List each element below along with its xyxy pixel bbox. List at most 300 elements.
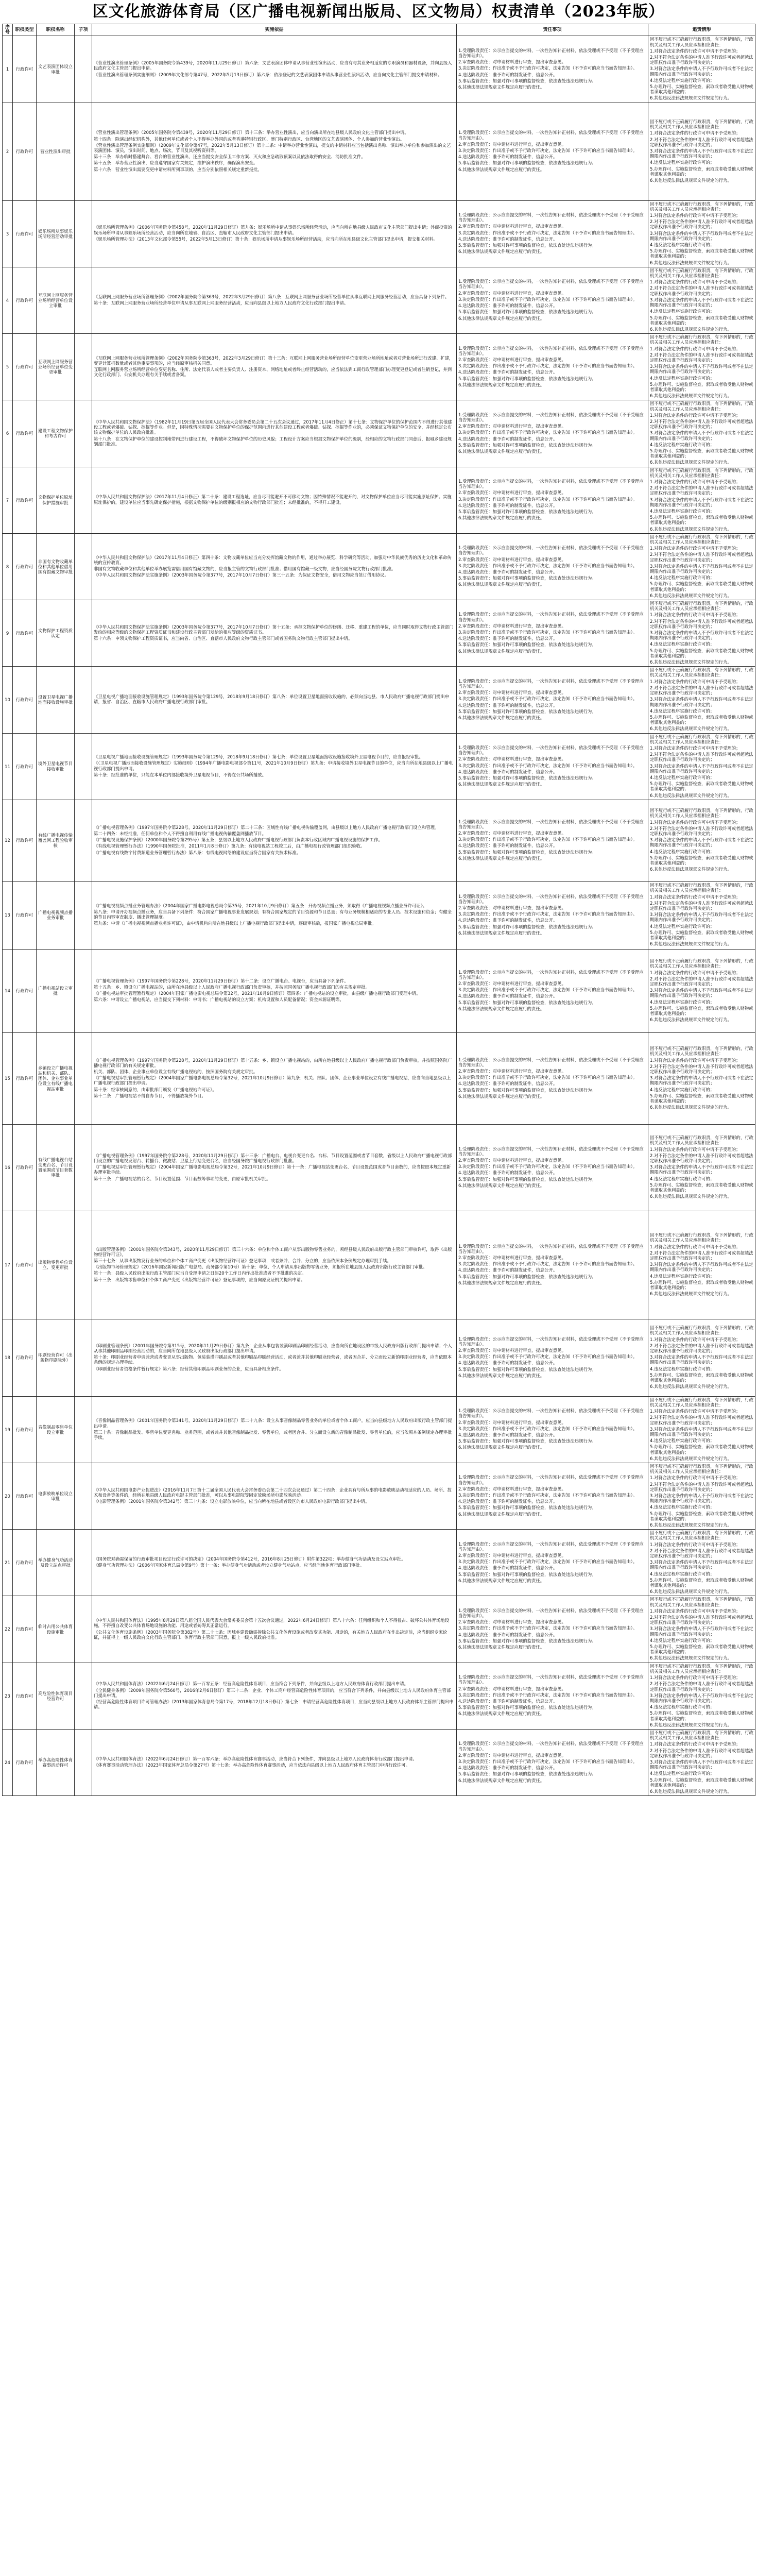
responsibility-item: 5.事后监管责任：加强对许可事项的监督检查，依法查处违法违规行为。 (458, 1571, 596, 1577)
accountability-item: 5.办理许可、实施监督检查，索取或者收受他人财物或者谋取其他利益的； (650, 515, 753, 526)
basis-cell (92, 733, 457, 800)
accountability-item: 因不履行或不正确履行行政职责，有下列情形的，行政机关及相关工作人员应承担相应责任： (650, 1046, 753, 1057)
sub-item-cell (75, 103, 92, 200)
accountability-item: 4.违反法定程序实施行政许可的； (650, 1366, 715, 1371)
basis-paragraph: 《印刷业管理条例》（2001年国务院令第315号，2020年11月29日修订）第九条：企业从事包装装潢印刷品印刷经营活动，应当向所在地设区的市级人民政府出版行政部门提出申请；个人从事其他印刷品印刷经营活动的，应当向所在地县级人民政府出版行政部门提出申请。 (94, 1343, 452, 1353)
responsibility-item: 4.送达阶段责任：准予许可的制发证件，信息公开。 (458, 236, 558, 242)
responsibility-item: 2.审查阶段责任：对申请材料进行审查，提出审查意见。 (458, 357, 566, 362)
accountability-item: 5.办理许可、实施监督检查，索取或者收受他人财物或者谋取其他利益的； (650, 1511, 753, 1521)
accountability-item: 2.对不符合法定条件的申请人准予行政许可或者超越法定职权作出准予行政许可决定的； (650, 418, 753, 430)
accountability-item: 3.对符合法定条件的申请人不予行政许可或者不在法定期限内作出准予行政许可决定的； (650, 1354, 753, 1365)
responsibility-item: 1.受理阶段责任：公示应当提交的材料，一次性告知补正材料，依法受理或不予受理（不予受理应当告知理由）。 (458, 1674, 644, 1685)
row-number-cell: 16 (3, 1124, 13, 1211)
responsibility-item: 4.送达阶段责任：准予许可的制发证件，信息公开。 (458, 1499, 558, 1504)
basis-paragraph: 第十条：互联网上网服务营业场所经营单位申请从事互联网上网服务经营活动，应当向县级以上地方人民政府文化行政部门提出申请。 (94, 300, 349, 306)
basis-paragraph: 《电影管理条例》（2001年国务院令第342号）第三十九条：设立电影放映单位，应当向所在地县或者设区的市人民政府电影行政部门提出申请。 (94, 1499, 370, 1504)
header-cell-sub: 子项 (75, 24, 92, 36)
accountability-item: 1.对符合法定条件的行政许可申请不予受理的； (650, 130, 741, 136)
basis-paragraph: 第十六条：营业性演出需要变更申请材料所列事项的，应当分别依照相关规定重新报批。 (94, 166, 262, 172)
basis-paragraph: 第十三条：举办临时搭建舞台、看台的营业性演出，还应当提交安全保卫工作方案、灭火和应急疏散预案以及依法取得的安全、消防批准文件。 (94, 154, 366, 160)
accountability-item: 5.办理许可、实施监督检查，索取或者收受他人财物或者谋取其他利益的； (650, 315, 753, 326)
responsibility-cell (457, 1663, 648, 1729)
responsibility-item: 5.事后监管责任：加强对许可事项的监督检查，依法查处违法违规行为。 (458, 849, 596, 855)
table-row (3, 800, 755, 881)
basis-paragraph: 《中华人民共和国文物保护法实施条例》（2003年国务院令第377号，2017年10月7日修订）第十五条：承担文物保护单位的修缮、迁移、重建工程的单位，应当同时取得文物行政主管部门发给的相应等级的文物保护工程资质证书和建设行政主管部门发给的相应等级的资质证书。 (94, 624, 454, 635)
accountability-item: 4.违反法定程序实施行政许可的； (650, 442, 715, 447)
responsibility-item: 1.受理阶段责任：公示应当提交的材料，一次性告知补正材料，依法受理或不予受理（不予受理应当告知理由）。 (458, 212, 644, 223)
sub-item-cell (75, 1729, 92, 1795)
responsibility-item: 1.受理阶段责任：公示应当提交的材料，一次性告知补正材料，依法受理或不予受理（不予受理应当告知理由）。 (458, 819, 644, 829)
accountability-item: 4.违反法定程序实施行政许可的； (650, 1176, 715, 1181)
responsibility-item: 1.受理阶段责任：公示应当提交的材料，一次性告知补正材料，依法受理或不予受理（不予受理应当告知理由）。 (458, 1146, 644, 1157)
accountability-item: 1.对符合法定条件的行政许可申请不予受理的； (650, 894, 741, 900)
basis-cell (92, 1032, 457, 1124)
basis-paragraph: 《广播电视管理条例》（1997年国务院令第228号，2020年11月29日修订）第十二条：设立广播电台、电视台，应当具备下列条件。 (94, 978, 349, 984)
accountability-item: 1.对符合法定条件的行政许可申请不予受理的； (650, 1244, 741, 1249)
basis-paragraph: 第十一条：县级人民政府出版行政主管部门应当自受理申请之日起20个工作日内作出批准或者不予批准的决定。 (94, 1270, 306, 1276)
accountability-item: 5.办理许可、实施监督检查，索取或者收受他人财物或者谋取其他利益的； (650, 855, 753, 866)
basis-paragraph: 第九条：申请《广播电视视频点播业务许可证》，由申请机构向所在地县级以上广播电视行政部门提出申请，逐级审核后，报国家广播电视总局审批。 (94, 921, 376, 926)
basis-paragraph: 第二十四条：未经批准，任何单位和个人不得擅自利用有线广播电视传输覆盖网播放节目。 (94, 831, 266, 836)
basis-paragraph: 《中华人民共和国文物保护法》（1982年11月19日第五届全国人民代表大会常务委员会第二十五次会议通过，2017年11月4日修正）第十七条：文物保护单位的保护范围内不得进行其他建设工程或者爆破、钻探、挖掘等作业。但是，因特殊情况需要在文物保护单位的保护范围内进行其他建设工程或者爆破、钻探、挖掘等作业的，必须保证文物保护单位的安全，并经核定公布该文物保护单位的人民政府批准。 (94, 419, 452, 435)
responsibility-item: 2.审查阶段责任：对申请材料进行审查，提出审查意见。 (458, 224, 566, 229)
power-type-cell: 行政许可 (13, 103, 37, 200)
responsibility-item: 6.其他法律法规规章文件规定应履行的责任。 (458, 1578, 545, 1583)
accountability-item: 5.办理许可、实施监督检查，索取或者收受他人财物或者谋取其他利益的； (650, 1644, 753, 1655)
responsibility-item: 3.决定阶段责任：作出准予或不予行政许可决定，法定告知（不予许可的应当书面告知理由）。 (458, 1164, 638, 1170)
accountability-item: 5.办理许可、实施监督检查，索取或者收受他人财物或者谋取其他利益的； (650, 1710, 753, 1721)
accountability-item: 因不履行或不正确履行行政职责，有下列情形的，行政机关及相关工作人员应承担相应责任： (650, 1463, 753, 1475)
sub-item-cell (75, 1463, 92, 1529)
accountability-item: 1.对符合法定条件的行政许可申请不予受理的； (650, 279, 741, 285)
accountability-item: 5.办理许可、实施监督检查，索取或者收受他人财物或者谋取其他利益的； (650, 714, 753, 725)
responsibility-cell (457, 949, 648, 1032)
accountability-cell (648, 733, 755, 800)
accountability-item: 因不履行或不正确履行行政职责，有下列情形的，行政机关及相关工作人员应承担相应责任： (650, 1397, 753, 1408)
basis-paragraph: 《娱乐场所管理办法》（2013年文化部令第55号，2022年5月13日修订）第十条：娱乐场所申请从事娱乐场所经营活动，应当向所在地县级文化主管部门提出申请，提交相关材料。 (94, 236, 438, 242)
accountability-item: 1.对符合法定条件的行政许可申请不予受理的； (650, 970, 741, 975)
accountability-cell (648, 600, 755, 667)
row-number-cell: 20 (3, 1463, 13, 1529)
responsibility-item: 4.送达阶段责任：准予许可的制发证件，信息公开。 (458, 1081, 558, 1087)
power-name-cell: 互联网上网服务营业场所经营单位设立审批 (37, 267, 75, 333)
accountability-item: 1.对符合法定条件的行政许可申请不予受理的； (650, 479, 741, 484)
accountability-item: 3.对符合法定条件的申请人不予行政许可或者不在法定期限内作出准予行政许可决定的； (650, 430, 753, 441)
accountability-item: 6.其他违反法律法规规章文件规定的行为。 (650, 1522, 732, 1528)
responsibility-item: 3.决定阶段责任：作出准予或不予行政许可决定，法定告知（不予许可的应当书面告知理由）。 (458, 1261, 638, 1267)
accountability-item: 因不履行或不正确履行行政职责，有下列情形的，行政机关及相关工作人员应承担相应责任： (650, 1597, 753, 1607)
accountability-item: 1.对符合法定条件的行政许可申请不予受理的； (650, 48, 741, 54)
accountability-item: 5.办理许可、实施监督检查，索取或者收受他人财物或者谋取其他利益的； (650, 1577, 753, 1588)
accountability-item: 4.违反法定程序实施行政许可的； (650, 1637, 715, 1643)
accountability-item: 3.对符合法定条件的申请人不予行政许可或者不在法定期限内作出准予行政许可决定的； (650, 148, 753, 159)
power-name-cell: 广播电视视频点播业务审批 (37, 881, 75, 949)
accountability-cell (648, 881, 755, 949)
accountability-item: 2.对不符合法定条件的申请人准予行政许可或者超越法定职权作出准予行政许可决定的； (650, 1343, 753, 1353)
accountability-item: 因不履行或不正确履行行政职责，有下列情形的，行政机关及相关工作人员应承担相应责任： (650, 1530, 753, 1541)
responsibility-item: 3.决定阶段责任：作出准予或不予行政许可决定，法定告知（不予许可的应当书面告知理由）。 (458, 1625, 638, 1631)
power-type-cell: 行政许可 (13, 1596, 37, 1663)
responsibility-item: 4.送达阶段责任：准予许可的制发证件，信息公开。 (458, 843, 558, 849)
responsibility-item: 3.决定阶段责任：作出准予或不予行政许可决定，法定告知（不予许可的应当书面告知理由）。 (458, 762, 638, 768)
row-number-cell: 11 (3, 733, 13, 800)
power-name-cell: 境外卫星电视节目接收审批 (37, 733, 75, 800)
row-number-cell: 18 (3, 1319, 13, 1396)
responsibility-cell (457, 1124, 648, 1211)
accountability-cell (648, 667, 755, 733)
power-type-cell: 行政许可 (13, 800, 37, 881)
accountability-item: 6.其他违反法律法规规章文件规定的行为。 (650, 260, 732, 265)
accountability-item: 因不履行或不正确履行行政职责，有下列情形的，行政机关及相关工作人员应承担相应责任： (650, 467, 753, 478)
basis-paragraph: 《国务院对确需保留的行政审批项目设定行政许可的决定》（2004年国务院令第412号，2016年8月25日修订）附件第322项：举办健身气功活动及设立站点审批。 (94, 1556, 406, 1562)
responsibility-item: 5.事后监管责任：加强对许可事项的监督检查，依法查处违法违规行为。 (458, 509, 596, 514)
accountability-item: 6.其他违反法律法规规章文件规定的行为。 (650, 526, 732, 532)
responsibility-cell (457, 334, 648, 400)
accountability-item: 6.其他违反法律法规规章文件规定的行为。 (650, 1291, 732, 1297)
accountability-cell (648, 334, 755, 400)
responsibility-item: 6.其他法律法规规章文件规定应履行的责任。 (458, 1093, 545, 1099)
basis-paragraph: 《娱乐场所管理条例》（2006年国务院令第458号，2020年11月29日修订）第九条：娱乐场所申请从事娱乐场所经营活动，应当向所在地县级人民政府文化主管部门提出申请；外商投资的娱乐场所申请从事娱乐场所经营活动，应当向所在地省、自治区、直辖市人民政府文化主管部门提出申请。 (94, 225, 452, 235)
responsibility-item: 1.受理阶段责任：公示应当提交的材料，一次性告知补正材料，依法受理或不予受理（不予受理应当告知理由）。 (458, 1475, 644, 1485)
table-row (3, 467, 755, 533)
responsibility-item: 3.决定阶段责任：作出准予或不予行政许可决定，法定告知（不予许可的应当书面告知理由）。 (458, 363, 638, 369)
responsibility-item: 5.事后监管责任：加强对许可事项的监督检查，依法查处违法违规行为。 (458, 575, 596, 581)
basis-paragraph: 第十条：经批准的单位，只能在本单位内部接收境外卫星电视节目，不得在公共场所播放。 (94, 772, 266, 777)
row-number-cell: 14 (3, 949, 13, 1032)
power-name-cell: 出版物零售单位设立、变更审批 (37, 1211, 75, 1319)
accountability-item: 4.违反法定程序实施行政许可的； (650, 375, 715, 381)
table-row (3, 36, 755, 103)
power-name-cell: 互联网上网服务营业场所经营单位变更审批 (37, 334, 75, 400)
row-number-cell: 3 (3, 200, 13, 267)
power-type-cell: 行政许可 (13, 881, 37, 949)
responsibility-item: 5.事后监管责任：加强对许可事项的监督检查，依法查处违法违规行为。 (458, 999, 596, 1005)
accountability-item: 5.办理许可、实施监督检查，索取或者收受他人财物或者谋取其他利益的； (650, 1372, 753, 1383)
responsibility-item: 2.审查阶段责任：对申请材料进行审查，提出审查意见。 (458, 1486, 566, 1492)
accountability-item: 因不履行或不正确履行行政职责，有下列情形的，行政机关及相关工作人员应承担相应责任： (650, 1663, 753, 1674)
row-number-cell: 15 (3, 1032, 13, 1124)
responsibility-item: 3.决定阶段责任：作出准予或不予行政许可决定，法定告知（不予许可的应当书面告知理由）。 (458, 696, 638, 702)
responsibility-item: 6.其他法律法规规章文件规定应履行的责任。 (458, 1445, 545, 1450)
accountability-item: 6.其他违反法律法规规章文件规定的行为。 (650, 1655, 732, 1661)
responsibility-item: 5.事后监管责任：加强对许可事项的监督检查，依法查处违法违规行为。 (458, 1771, 596, 1777)
accountability-cell (648, 1319, 755, 1396)
accountability-cell (648, 1396, 755, 1463)
responsibility-item: 2.审查阶段责任：对申请材料进行审查，提出审查意见。 (458, 59, 566, 65)
responsibility-item: 5.事后监管责任：加强对许可事项的监督检查，依法查处违法违规行为。 (458, 924, 596, 929)
row-number-cell: 4 (3, 267, 13, 333)
accountability-item: 2.对不符合法定条件的申请人准予行政许可或者超越法定职权作出准予行政许可决定的； (650, 1681, 753, 1692)
accountability-item: 1.对符合法定条件的行政许可申请不予受理的； (650, 1675, 741, 1681)
sub-item-cell (75, 949, 92, 1032)
accountability-item: 因不履行或不正确履行行政职责，有下列情形的，行政机关及相关工作人员应承担相应责任： (650, 334, 753, 345)
accountability-item: 6.其他违反法律法规规章文件规定的行为。 (650, 1455, 732, 1461)
power-type-cell: 行政许可 (13, 1530, 37, 1596)
responsibility-item: 3.决定阶段责任：作出准予或不予行政许可决定，法定告知（不予许可的应当书面告知理由）。 (458, 1493, 638, 1498)
table-row (3, 1211, 755, 1319)
sub-item-cell (75, 1596, 92, 1663)
sub-item-cell (75, 881, 92, 949)
basis-paragraph: 第十五条：乡、镇设立广播电视站的，由所在地县级以上人民政府广播电视行政部门负责审核，并按照国务院广播电视行政部门的有关规定审批。 (94, 985, 370, 990)
basis-cell (92, 881, 457, 949)
responsibility-item: 2.审查阶段责任：对申请材料进行审查，提出审查意见。 (458, 980, 566, 986)
responsibility-cell (457, 667, 648, 733)
responsibility-item: 5.事后监管责任：加强对许可事项的监督检查，依法查处违法违规行为。 (458, 708, 596, 714)
accountability-item: 5.办理许可、实施监督检查，索取或者收受他人财物或者谋取其他利益的； (650, 448, 753, 459)
accountability-item: 1.对符合法定条件的行政许可申请不予受理的； (650, 612, 741, 618)
responsibility-item: 3.决定阶段责任：作出准予或不予行政许可决定，法定告知（不予许可的应当书面告知理由）。 (458, 148, 638, 154)
accountability-item: 3.对符合法定条件的申请人不予行政许可或者不在法定期限内作出准予行政许可决定的； (650, 1164, 753, 1175)
accountability-item: 1.对符合法定条件的行政许可申请不予受理的； (650, 1057, 741, 1063)
accountability-item: 2.对不符合法定条件的申请人准予行政许可或者超越法定职权作出准予行政许可决定的； (650, 285, 753, 296)
sub-item-cell (75, 467, 92, 533)
basis-paragraph: 《广播电视站审批管理暂行规定》（2004年国家广播电影电视总局令第32号，2021年10月9日修订）第九条：机关、部队、团体、企业事业单位设立有线广播电视站，应当向当地县级以上广播电视行政部门提出申请。 (94, 1075, 451, 1086)
basis-paragraph: 《体育赛事活动管理办法》（2023年国家体育总局令第27号）第十七条：举办高危险性体育赛事活动，应当依法向县级以上地方人民政府体育主管部门申请行政许可。 (94, 1762, 410, 1768)
power-name-cell: 临时占用公共体育设施审批 (37, 1596, 75, 1663)
responsibility-cell (457, 1463, 648, 1529)
basis-paragraph: 《经营高危险性体育项目许可管理办法》（2013年国家体育总局令第17号，2018年12月18日修订）第七条：申请经营高危险性体育项目，应当向县级以上地方人民政府体育主管部门提出申请。 (94, 1699, 454, 1710)
responsibility-item: 3.决定阶段责任：作出准予或不予行政许可决定，法定告知（不予许可的应当书面告知理由）。 (458, 1354, 638, 1360)
accountability-item: 1.对符合法定条件的行政许可申请不予受理的； (650, 819, 741, 825)
power-name-cell: 文物保护单位原址保护措施审批 (37, 467, 75, 533)
accountability-cell (648, 1032, 755, 1124)
power-list-table (2, 24, 755, 1796)
accountability-item: 6.其他违反法律法规规章文件规定的行为。 (650, 1105, 732, 1110)
basis-paragraph: 《中华人民共和国体育法》（2022年6月24日修订）第一百零五条：经营高危险性体育项目，应当符合下列条件，并向县级以上地方人民政府体育行政部门提出申请。 (94, 1681, 408, 1687)
responsibility-cell (457, 1530, 648, 1596)
sub-item-cell (75, 1663, 92, 1729)
accountability-item: 4.违反法定程序实施行政许可的； (650, 1571, 715, 1577)
accountability-item: 5.办理许可、实施监督检查，索取或者收受他人财物或者谋取其他利益的； (650, 1777, 753, 1788)
responsibility-item: 5.事后监管责任：加强对许可事项的监督检查，依法查处违法违规行为。 (458, 1087, 596, 1093)
sub-item-cell (75, 600, 92, 667)
accountability-cell (648, 200, 755, 267)
basis-cell (92, 1211, 457, 1319)
table-row (3, 881, 755, 949)
sub-item-cell (75, 1032, 92, 1124)
responsibility-cell (457, 881, 648, 949)
accountability-cell (648, 400, 755, 467)
power-type-cell: 行政许可 (13, 600, 37, 667)
accountability-item: 5.办理许可、实施监督检查，索取或者收受他人财物或者谋取其他利益的； (650, 166, 753, 177)
power-type-cell: 行政许可 (13, 267, 37, 333)
table-row (3, 533, 755, 600)
sub-item-cell (75, 667, 92, 733)
accountability-item: 4.违反法定程序实施行政许可的； (650, 708, 715, 714)
accountability-item: 5.办理许可、实施监督检查，索取或者收受他人财物或者谋取其他利益的； (650, 1005, 753, 1016)
responsibility-item: 6.其他法律法规规章文件规定应履行的责任。 (458, 1182, 545, 1188)
responsibility-item: 1.受理阶段责任：公示应当提交的材料，一次性告知补正材料，依法受理或不予受理（不予受理应当告知理由）。 (458, 47, 644, 59)
accountability-item: 6.其他违反法律法规规章文件规定的行为。 (650, 1722, 732, 1727)
power-type-cell: 行政许可 (13, 467, 37, 533)
power-type-cell: 行政许可 (13, 200, 37, 267)
accountability-item: 4.违反法定程序实施行政许可的； (650, 999, 715, 1005)
responsibility-item: 3.决定阶段责任：作出准予或不予行政许可决定，法定告知（不予许可的应当书面告知理由）。 (458, 1758, 638, 1764)
responsibility-item: 2.审查阶段责任：对申请材料进行审查，提出审查意见。 (458, 1419, 566, 1425)
responsibility-item: 5.事后监管责任：加强对许可事项的监督检查，依法查处违法违规行为。 (458, 1274, 596, 1279)
accountability-item: 6.其他违反法律法规规章文件规定的行为。 (650, 1194, 732, 1199)
basis-paragraph: 《音像制品管理条例》（2001年国务院令第341号，2020年11月29日修订）第二十九条：设立从事音像制品零售业务的单位或者个体工商户，应当向县级地方人民政府出版行政主管部门提出申请。 (94, 1418, 452, 1429)
header-cell-accountability: 追责情形 (648, 24, 755, 36)
responsibility-item: 5.事后监管责任：加强对许可事项的监督检查，依法查处违法违规行为。 (458, 1505, 596, 1511)
responsibility-item: 6.其他法律法规规章文件规定应履行的责任。 (458, 1511, 545, 1517)
responsibility-item: 2.审查阶段责任：对申请材料进行审查，提出审查意见。 (458, 1686, 566, 1691)
accountability-item: 1.对符合法定条件的行政许可申请不予受理的； (650, 1741, 741, 1747)
row-number-cell: 17 (3, 1211, 13, 1319)
basis-paragraph: 《中华人民共和国体育法》（2022年6月24日修订）第一百零六条：举办高危险性体育赛事活动，应当符合下列条件，并向县级以上地方人民政府体育行政部门提出申请。 (94, 1756, 417, 1761)
basis-cell (92, 667, 457, 733)
accountability-item: 1.对符合法定条件的行政许可申请不予受理的； (650, 745, 741, 751)
basis-paragraph: 《广播电视设施保护条例》（2000年国务院令第295号）第五条：县级以上地方人民政府广播电视行政部门负责本行政区域内广播电视设施的保护工作。 (94, 837, 383, 843)
row-number-cell: 5 (3, 334, 13, 400)
accountability-item: 6.其他违反法律法规规章文件规定的行为。 (650, 867, 732, 872)
responsibility-item: 2.审查阶段责任：对申请材料进行审查，提出审查意见。 (458, 490, 566, 496)
basis-paragraph: 第十八条：在文物保护单位的建设控制地带内进行建设工程，不得破坏文物保护单位的历史风貌；工程设计方案应当根据文物保护单位的级别，经相应的文物行政部门同意后，报城乡建设规划部门批准。 (94, 436, 452, 447)
accountability-item: 因不履行或不正确履行行政职责，有下列情形的，行政机关及相关工作人员应承担相应责任： (650, 883, 753, 893)
sub-item-cell (75, 800, 92, 881)
accountability-item: 因不履行或不正确履行行政职责，有下列情形的，行政机关及相关工作人员应承担相应责任： (650, 119, 753, 130)
responsibility-item: 4.送达阶段责任：准予许可的制发证件，信息公开。 (458, 993, 558, 999)
accountability-item: 因不履行或不正确履行行政职责，有下列情形的，行政机关及相关工作人员应承担相应责任： (650, 808, 753, 819)
table-row (3, 200, 755, 267)
responsibility-item: 6.其他法律法规规章文件规定应履行的责任。 (458, 1372, 545, 1378)
responsibility-item: 3.决定阶段责任：作出准予或不予行政许可决定，法定告知（不予许可的应当书面告知理由）。 (458, 911, 638, 917)
responsibility-item: 1.受理阶段责任：公示应当提交的材料，一次性告知补正材料，依法受理或不予受理（不予受理应当告知理由）。 (458, 969, 644, 980)
responsibility-cell (457, 800, 648, 881)
accountability-item: 1.对符合法定条件的行政许可申请不予受理的； (650, 412, 741, 418)
sub-item-cell (75, 1530, 92, 1596)
responsibility-item: 3.决定阶段责任：作出准予或不予行政许可决定，法定告知（不予许可的应当书面告知理由）。 (458, 1692, 638, 1698)
accountability-item: 1.对符合法定条件的行政许可申请不予受理的； (650, 1409, 741, 1414)
accountability-item: 5.办理许可、实施监督检查，索取或者收受他人财物或者谋取其他利益的； (650, 248, 753, 259)
accountability-item: 2.对不符合法定条件的申请人准予行政许可或者超越法定职权作出准予行政许可决定的； (650, 1153, 753, 1163)
responsibility-item: 2.审查阶段责任：对申请材料进行审查，提出审查意见。 (458, 830, 566, 836)
basis-paragraph: 《广播电视站审批管理暂行规定》（2004年国家广播电影电视总局令第32号，2021年10月9日修订）第十一条：广播电视站变更台名、节目设置范围或者节目套数的，应当按照本规定重新办理审批手续。 (94, 1164, 451, 1175)
power-type-cell: 行政许可 (13, 1396, 37, 1463)
accountability-item: 2.对不符合法定条件的申请人准予行政许可或者超越法定职权作出准予行政许可决定的； (650, 752, 753, 762)
accountability-item: 3.对符合法定条件的申请人不予行政许可或者不在法定期限内作出准予行政许可决定的； (650, 988, 753, 998)
responsibility-item: 4.送达阶段责任：准予许可的制发证件，信息公开。 (458, 72, 558, 77)
accountability-item: 1.对符合法定条件的行政许可申请不予受理的； (650, 346, 741, 351)
responsibility-item: 5.事后监管责任：加强对许可事项的监督检查，依法查处违法违规行为。 (458, 775, 596, 781)
table-row (3, 334, 755, 400)
responsibility-item: 6.其他法律法规规章文件规定应履行的责任。 (458, 166, 545, 172)
sub-item-cell (75, 733, 92, 800)
power-type-cell: 行政许可 (13, 949, 37, 1032)
row-number-cell: 10 (3, 667, 13, 733)
power-name-cell: 音像制品零售单位设立审批 (37, 1396, 75, 1463)
responsibility-cell (457, 103, 648, 200)
power-type-cell: 行政许可 (13, 1319, 37, 1396)
accountability-item: 4.违反法定程序实施行政许可的； (650, 160, 715, 165)
responsibility-item: 1.受理阶段责任：公示应当提交的材料，一次性告知补正材料，依法受理或不予受理（不予受理应当告知理由）。 (458, 1607, 644, 1619)
basis-paragraph: 第十二条：广播电视站不得自办节目，不得播放境外节目。 (94, 1093, 206, 1098)
basis-cell (92, 600, 457, 667)
responsibility-item: 3.决定阶段责任：作出准予或不予行政许可决定，法定告知（不予许可的应当书面告知理由）。 (458, 496, 638, 502)
sub-item-cell (75, 1396, 92, 1463)
accountability-item: 4.违反法定程序实施行政许可的； (650, 849, 715, 854)
accountability-item: 5.办理许可、实施监督检查，索取或者收受他人财物或者谋取其他利益的； (650, 1444, 753, 1455)
basis-cell (92, 1729, 457, 1795)
row-number-cell: 2 (3, 103, 13, 200)
responsibility-item: 6.其他法律法规规章文件规定应履行的责任。 (458, 1006, 545, 1011)
sub-item-cell (75, 267, 92, 333)
responsibility-cell (457, 1396, 648, 1463)
table-row (3, 600, 755, 667)
sub-item-cell (75, 334, 92, 400)
row-number-cell: 19 (3, 1396, 13, 1463)
accountability-cell (648, 1729, 755, 1795)
basis-paragraph: 第六条：申请设立广播电视站，应当提交下列材料：申请书；广播电视站的设立方案；机构设置和人员配备情况；资金来源证明等。 (94, 997, 344, 1003)
basis-paragraph: 《广播电视视频点播业务管理办法》（2004年国家广播电影电视总局令第35号，2021年10月9日修订）第五条：开办视频点播业务，须取得《广播电视视频点播业务许可证》。 (94, 903, 427, 908)
basis-paragraph: 《营业性演出管理条例实施细则》（2009年文化部令第47号，2022年5月13日修订）第六条：依法登记的文艺表演团体申请从事营业性演出活动，应当向文化主管部门提交申请材料。 (94, 72, 442, 77)
accountability-item: 2.对不符合法定条件的申请人准予行政许可或者超越法定职权作出准予行政许可决定的； (650, 1748, 753, 1758)
basis-paragraph: 《卫星电视广播地面接收设施管理规定》（1993年国务院令第129号，2018年9月18日修订）第七条：单位设置卫星地面接收设施接收境外卫星电视节目的，应当报经审批。 (94, 754, 423, 760)
power-type-cell: 行政许可 (13, 1463, 37, 1529)
accountability-item: 3.对符合法定条件的申请人不予行政许可或者不在法定期限内作出准予行政许可决定的； (650, 1262, 753, 1273)
responsibility-item: 3.决定阶段责任：作出准予或不予行政许可决定，法定告知（不予许可的应当书面告知理由）。 (458, 837, 638, 842)
responsibility-item: 6.其他法律法规规章文件规定应履行的责任。 (458, 648, 545, 654)
basis-cell (92, 267, 457, 333)
basis-paragraph: 《卫星电视广播地面接收设施管理规定》（1993年国务院令第129号，2018年9月18日修订）第八条：单位设置卫星地面接收设施的，必须向当地县、市人民政府广播电视行政部门提出申请，报省、自治区、直辖市人民政府广播电视行政部门审批。 (94, 694, 450, 705)
accountability-item: 5.办理许可、实施监督检查，索取或者收受他人财物或者谋取其他利益的； (650, 1279, 753, 1290)
responsibility-item: 3.决定阶段责任：作出准予或不予行政许可决定，法定告知（不予许可的应当书面告知理由）。 (458, 1559, 638, 1565)
accountability-item: 3.对符合法定条件的申请人不予行政许可或者不在法定期限内作出准予行政许可决定的； (650, 1692, 753, 1703)
basis-cell (92, 467, 457, 533)
accountability-item: 4.违反法定程序实施行政许可的； (650, 774, 715, 780)
responsibility-item: 4.送达阶段责任：准予许可的制发证件，信息公开。 (458, 502, 558, 508)
power-type-cell: 行政许可 (13, 1124, 37, 1211)
responsibility-item: 1.受理阶段责任：公示应当提交的材料，一次性告知补正材料，依法受理或不予受理（不予受理应当告知理由）。 (458, 345, 644, 356)
responsibility-item: 5.事后监管责任：加强对许可事项的监督检查，依法查处违法违规行为。 (458, 642, 596, 648)
accountability-item: 2.对不符合法定条件的申请人准予行政许可或者超越法定职权作出准予行政许可决定的； (650, 352, 753, 363)
sub-item-cell (75, 200, 92, 267)
accountability-item: 6.其他违反法律法规规章文件规定的行为。 (650, 726, 732, 732)
basis-paragraph: 第十六条：申领文物保护工程资质证书，应当向省、自治区、直辖市人民政府文物行政主管部门或者国务院文物行政主管部门提出申请。 (94, 636, 353, 641)
basis-paragraph: 《互联网上网服务营业场所管理条例》（2002年国务院令第363号，2022年3月29日修订）第十三条：互联网上网服务营业场所经营单位变更营业场所地址或者对营业场所进行改建、扩建，变更计算机数量或者其他重要事项的，应当经原审核机关同意。 (94, 355, 454, 366)
basis-cell (92, 1396, 457, 1463)
basis-cell (92, 1319, 457, 1396)
accountability-item: 因不履行或不正确履行行政职责，有下列情形的，行政机关及相关工作人员应承担相应责任： (650, 401, 753, 412)
basis-paragraph: 《营业性演出管理条例》（2005年国务院令第439号，2020年11月29日修订）第十三条：举办营业性演出，应当向演出所在地县级人民政府文化主管部门提出申请。 (94, 130, 409, 135)
accountability-item: 4.违反法定程序实施行政许可的； (650, 509, 715, 514)
basis-paragraph: 《中华人民共和国文物保护法》（2017年11月4日修正）第二十条：建设工程选址，应当尽可能避开不可移动文物；因特殊情况不能避开的，对文物保护单位应当尽可能实施原址保护。实施原址保护的，建设单位应当事先确定保护措施，根据文物保护单位的级别报相应的文物行政部门批准；未经批准的，不得开工建设。 (94, 494, 452, 505)
accountability-item: 2.对不符合法定条件的申请人准予行政许可或者超越法定职权作出准予行政许可决定的； (650, 976, 753, 987)
responsibility-item: 4.送达阶段责任：准予许可的制发证件，信息公开。 (458, 569, 558, 575)
responsibility-cell (457, 533, 648, 600)
table-row (3, 949, 755, 1032)
responsibility-item: 3.决定阶段责任：作出准予或不予行政许可决定，法定告知（不予许可的应当书面告知理由）。 (458, 1426, 638, 1431)
responsibility-item: 1.受理阶段责任：公示应当提交的材料，一次性告知补正材料，依法受理或不予受理（不予受理应当告知理由）。 (458, 545, 644, 556)
table-row (3, 1124, 755, 1211)
basis-paragraph: 第三十七条：从事出版物发行业务的单位和个体工商户变更《出版物经营许可证》登记事项，或者兼并、合并、分立的，应当依照本条例规定办理审批手续。 (94, 1258, 391, 1264)
power-type-cell: 行政许可 (13, 36, 37, 103)
responsibility-item: 1.受理阶段责任：公示应当提交的材料，一次性告知补正材料，依法受理或不予受理（不予受理应当告知理由）。 (458, 1741, 644, 1752)
responsibility-item: 6.其他法律法规规章文件规定应履行的责任。 (458, 448, 545, 454)
table-row (3, 1319, 755, 1396)
responsibility-cell (457, 267, 648, 333)
basis-paragraph: 《有线电视管理暂行办法》（1990年国务院批准，2011年1月8日修订）第九条：有线电视站工程竣工后，由广播电视行政管理部门组织验收。 (94, 843, 365, 849)
power-type-cell: 行政许可 (13, 733, 37, 800)
basis-paragraph: 《营业性演出管理条例》（2005年国务院令第439号，2020年11月29日修订）第六条：文艺表演团体申请从事营业性演出活动，应当有与其业务相适应的专职演员和器材设备，并向县级人民政府文化主管部门提出申请。 (94, 60, 452, 71)
power-type-cell: 行政许可 (13, 533, 37, 600)
basis-paragraph: 第三十条：音像制品批发、零售单位变更名称、业务范围，或者兼并其他音像制品批发、零售单位，或者因合并、分立而设立新的音像制品批发、零售单位的，应当依照本条例规定办理审批手续。 (94, 1429, 452, 1440)
accountability-cell (648, 267, 755, 333)
basis-paragraph: 《广播电视管理条例》（1997年国务院令第228号，2020年11月29日修订）第十五条：乡、镇设立广播电视站的，由所在地县级以上人民政府广播电视行政部门负责审核，并按照国务院广播电视行政部门的有关规定审批。 (94, 1057, 452, 1068)
responsibility-item: 6.其他法律法规规章文件规定应履行的责任。 (458, 855, 545, 861)
responsibility-item: 6.其他法律法规规章文件规定应履行的责任。 (458, 782, 545, 787)
accountability-item: 4.违反法定程序实施行政许可的； (650, 1504, 715, 1510)
